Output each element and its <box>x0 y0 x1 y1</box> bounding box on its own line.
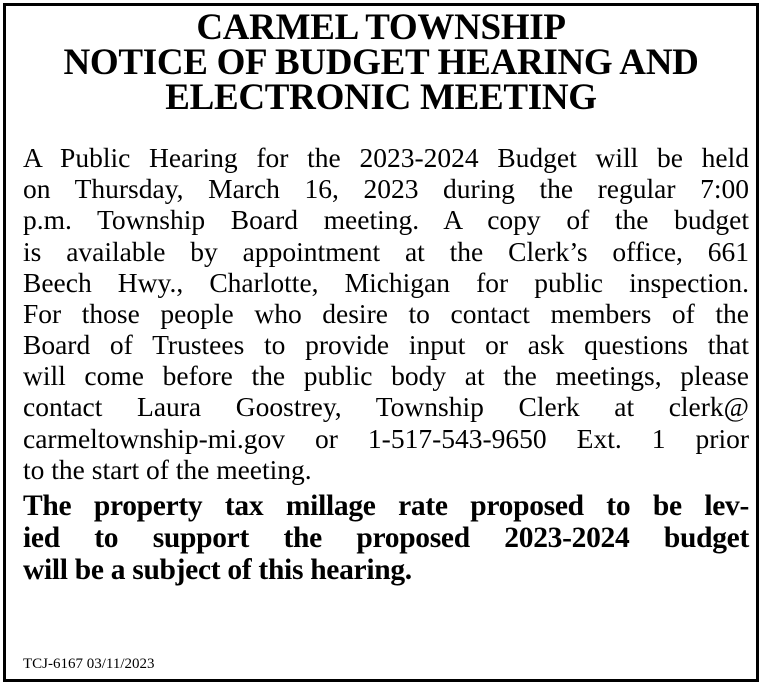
title-line: ELECTRONIC MEETING <box>165 77 597 118</box>
title-line: CARMEL TOWNSHIP <box>196 7 566 48</box>
legal-notice <box>3 3 759 682</box>
bold-statement-line: will be a subject of this hearing. <box>23 554 412 586</box>
body-line: carmeltownship-mi.gov or 1-517-543-9650 Ext. 1 prior <box>23 423 749 454</box>
bold-statement-line: ied to support the proposed 2023-2024 budget <box>23 522 749 554</box>
body-line: is available by appointment at the Clerk’s office, 661 <box>23 236 749 267</box>
body-line: to the start of the meeting. <box>23 454 312 485</box>
title-line: NOTICE OF BUDGET HEARING AND <box>63 42 699 83</box>
body-line: will come before the public body at the meetings, please <box>23 360 749 391</box>
body-line: contact Laura Goostrey, Township Clerk at clerk@ <box>23 391 749 422</box>
body-line: For those people who desire to contact members of the <box>23 298 749 329</box>
body-line: on Thursday, March 16, 2023 during the regular 7:00 <box>23 173 749 204</box>
body-line: A Public Hearing for the 2023-2024 Budget will be held <box>23 142 749 173</box>
body-line: p.m. Township Board meeting. A copy of the budget <box>23 204 749 235</box>
body-line: Beech Hwy., Charlotte, Michigan for public inspection. <box>23 267 749 298</box>
body-line: Board of Trustees to provide input or ask questions that <box>23 329 749 360</box>
bold-statement-line: The property tax millage rate proposed to be lev- <box>23 490 749 522</box>
reference-code: TCJ-6167 03/11/2023 <box>23 656 155 672</box>
notice-title <box>6 7 756 118</box>
